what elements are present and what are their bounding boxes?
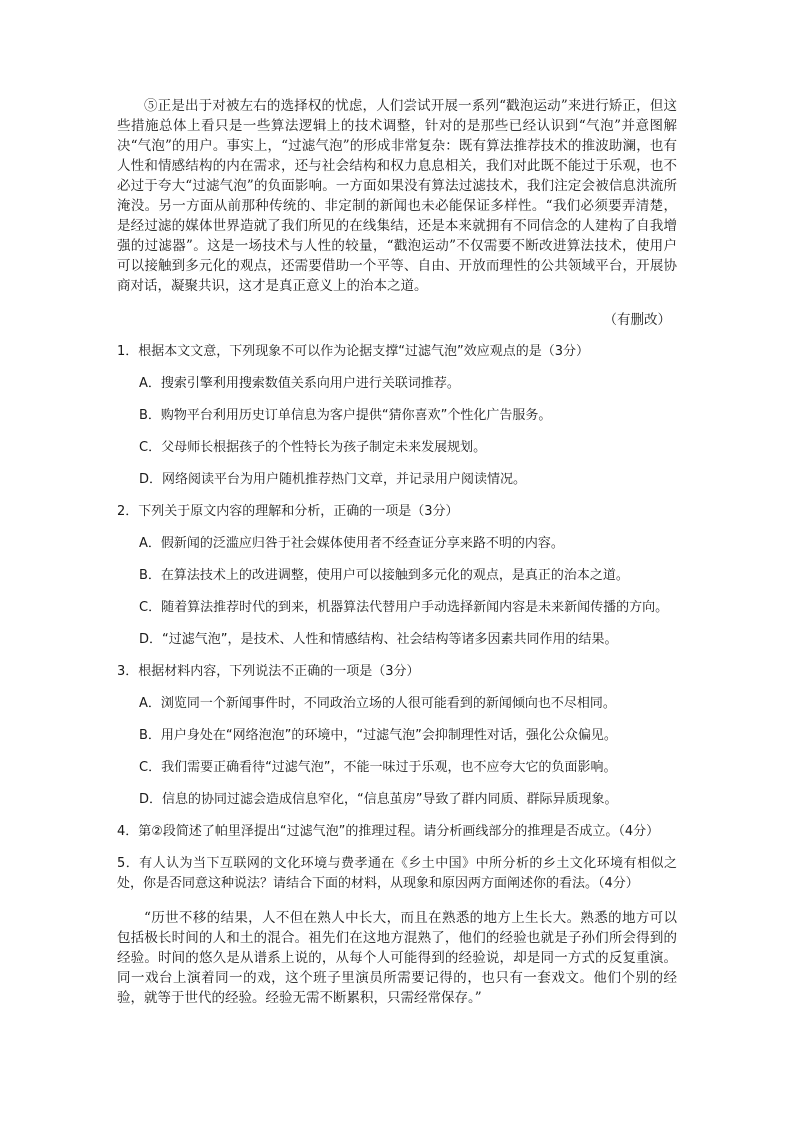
option-text: C．父母师长根据孩子的个性特长为孩子制定未来发展规划。 xyxy=(139,440,487,455)
option-a xyxy=(117,534,677,554)
option-d xyxy=(117,790,677,810)
question-2 xyxy=(117,502,677,650)
option-text: D．“过滤气泡”，是技术、人性和情感结构、社会结构等诸多因素共同作用的结果。 xyxy=(139,632,618,647)
question-3 xyxy=(117,662,677,810)
question-stem: 3．根据材料内容，下列说法不正确的一项是（3分） xyxy=(117,664,420,679)
option-d xyxy=(117,470,677,490)
source-note: （有删改） xyxy=(603,312,671,328)
option-list xyxy=(117,694,677,810)
option-text: A．假新闻的泛滥应归咎于社会媒体使用者不经查证分享来路不明的内容。 xyxy=(139,536,564,551)
exam-page xyxy=(117,96,677,1008)
option-c xyxy=(117,758,677,778)
option-d xyxy=(117,630,677,650)
option-b xyxy=(117,406,677,426)
question-stem: 4．第②段简述了帕里泽提出“过滤气泡”的推理过程。请分析画线部分的推理是否成立。（4分） xyxy=(117,824,660,839)
option-a xyxy=(117,374,677,394)
option-text: B．在算法技术上的改进调整，使用户可以接触到多元化的观点，是真正的治本之道。 xyxy=(139,568,629,583)
option-text: D．信息的协同过滤会造成信息窄化，“信息茧房”导致了群内同质、群际异质现象。 xyxy=(139,792,618,807)
option-text: A．搜索引擎利用搜索数值关系向用户进行关联词推荐。 xyxy=(139,376,460,391)
quoted-material: “历世不移的结果，人不但在熟人中长大，而且在熟悉的地方上生长大。熟悉的地方可以包括极长时间的人和土的混合。祖先们在这地方混熟了，他们的经验也就是子孙们所会得到的经验。时间的悠久是从谱系上说的，从每个人可能得到的经验说，却是同一方式的反复重演。同一戏台上演着同一的戏，这个班子里演员所需要记得的，也只有一套戏文。他们个别的经验，就等于世代的经验。经验无需不断累积，只需经常保存。” xyxy=(117,910,677,1006)
option-b xyxy=(117,726,677,746)
passage-paragraph-5: ⑤正是出于对被左右的选择权的忧虑，人们尝试开展一系列“戳泡运动”来进行矫正，但这些措施总体上看只是一些算法逻辑上的技术调整，针对的是那些已经认识到“气泡”并意图解决“气泡”的用户。事实上，“过滤气泡”的形成非常复杂：既有算法推荐技术的推波助澜，也有人性和情感结构的内在需求，还与社会结构和权力息息相关，我们对此既不能过于乐观，也不必过于夸大“过滤气泡”的负面影响。一方面如果没有算法过滤技术，我们注定会被信息洪流所淹没。另一方面从前那种传统的、非定制的新闻也未必能保证多样性。“我们必须要弄清楚，是经过滤的媒体世界造就了我们所见的在线集结，还是本来就拥有不同信念的人建构了自我增强的过滤器”。这是一场技术与人性的较量，“戳泡运动”不仅需要不断改进算法技术，使用户可以接触到多元化的观点，还需要借助一个平等、自由、开放而理性的公共领域平台，开展协商对话，凝聚共识，这才是真正意义上的治本之道。 xyxy=(117,98,677,294)
question-1 xyxy=(117,342,677,490)
question-4 xyxy=(117,822,677,842)
question-stem: 5．有人认为当下互联网的文化环境与费孝通在《乡土中国》中所分析的乡土文化环境有相似之处，你是否同意这种说法？请结合下面的材料，从现象和原因两方面阐述你的看法。（4分） xyxy=(117,856,677,891)
option-c xyxy=(117,438,677,458)
option-text: B．购物平台利用历史订单信息为客户提供“猜你喜欢”个性化广告服务。 xyxy=(139,408,552,423)
question-stem: 2．下列关于原文内容的理解和分析，正确的一项是（3分） xyxy=(117,504,459,519)
option-text: C．随着算法推荐时代的到来，机器算法代替用户手动选择新闻内容是未来新闻传播的方向。 xyxy=(139,600,669,615)
option-c xyxy=(117,598,677,618)
option-list xyxy=(117,534,677,650)
option-text: C．我们需要正确看待“过滤气泡”，不能一味过于乐观，也不应夸大它的负面影响。 xyxy=(139,760,617,775)
option-a xyxy=(117,694,677,714)
option-text: D．网络阅读平台为用户随机推荐热门文章，并记录用户阅读情况。 xyxy=(139,472,527,487)
option-b xyxy=(117,566,677,586)
option-text: B．用户身处在“网络泡泡”的环境中，“过滤气泡”会抑制理性对话，强化公众偏见。 xyxy=(139,728,617,743)
option-text: A．浏览同一个新闻事件时，不同政治立场的人很可能看到的新闻倾向也不尽相同。 xyxy=(139,696,616,711)
question-stem: 1．根据本文文意，下列现象不可以作为论据支撑“过滤气泡”效应观点的是（3分） xyxy=(117,344,590,359)
option-list xyxy=(117,374,677,490)
question-5 xyxy=(117,854,677,894)
